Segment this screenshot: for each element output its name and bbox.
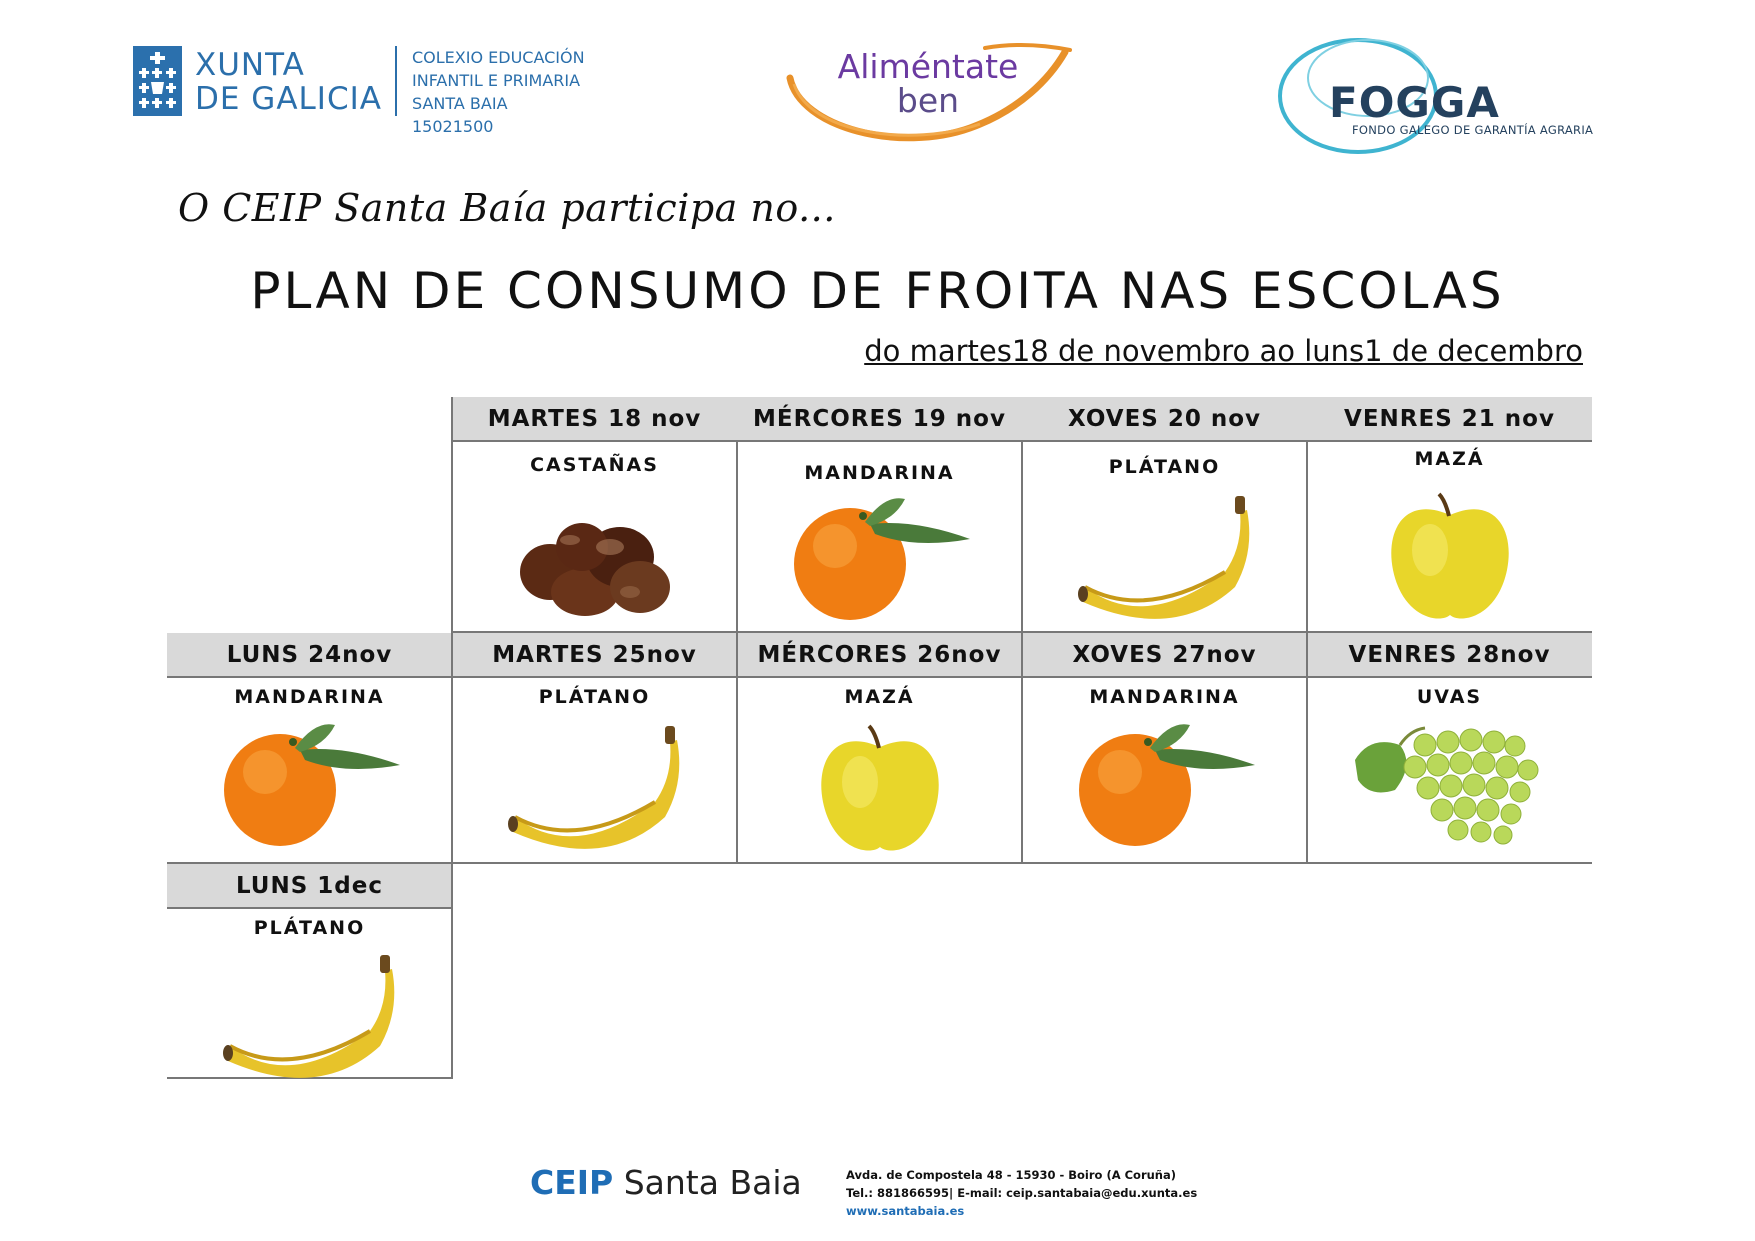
date-range: do martes18 de novembro ao luns1 de decembro [864, 334, 1583, 368]
fruit-cell [167, 678, 452, 864]
day-header: MARTES 18 nov [452, 397, 737, 442]
fruit-cell [1307, 442, 1592, 633]
fruit-cell [1307, 678, 1592, 864]
day-header: MÉRCORES 19 nov [737, 397, 1022, 442]
fruit-name: PLÁTANO [1108, 456, 1221, 478]
xunta-logo [133, 46, 633, 136]
school-address: Avda. de Compostela 48 - 15930 - Boiro (A Coruña) Tel.: 881866595| E-mail: ceip.santabaia@edu.xunta.es www.santabaia.es [846, 1168, 1198, 1218]
fogga-subtitle: FONDO GALEGO DE GARANTÍA AGRARIA [1352, 123, 1594, 137]
school-name: COLEXIO EDUCACIÓN INFANTIL E PRIMARIA SANTA BAIA 15021500 [412, 48, 585, 136]
grid-line [1021, 442, 1023, 864]
fruit-name: CASTAÑAS [530, 454, 659, 476]
fruit-name: MANDARINA [1089, 686, 1240, 708]
xunta-shield-icon [133, 46, 182, 116]
day-header: MARTES 25nov [452, 633, 737, 678]
banana-image [220, 951, 400, 1081]
grapes-image [1350, 720, 1550, 855]
mandarin-image [215, 720, 405, 850]
fruit-name: UVAS [1416, 686, 1483, 708]
mandarin-image [785, 494, 975, 624]
xunta-divider [395, 46, 397, 116]
fruit-cell [452, 442, 737, 633]
fruit-cell [167, 909, 452, 1079]
fogga-logo [1268, 28, 1623, 158]
mandarin-image [1070, 720, 1260, 850]
grid-line [451, 864, 453, 1079]
fruit-cell [737, 442, 1022, 633]
day-header: LUNS 24nov [167, 633, 452, 678]
day-header: XOVES 20 nov [1022, 397, 1307, 442]
fruit-name: MAZÁ [844, 686, 915, 708]
ceip-logo: CEIP Santa Baia [530, 1163, 802, 1202]
apple-image [815, 722, 945, 857]
fruit-name: MANDARINA [804, 462, 955, 484]
fruit-name: PLÁTANO [253, 917, 366, 939]
fruit-cell [1022, 442, 1307, 633]
grid-line [736, 442, 738, 864]
fruit-cell [452, 678, 737, 864]
chestnuts-image [510, 492, 680, 622]
xunta-name: XUNTA DE GALICIA [195, 47, 382, 117]
fruit-name: MANDARINA [234, 686, 385, 708]
grid-line [1306, 442, 1308, 864]
banana-image [505, 722, 685, 852]
fruit-name: PLÁTANO [538, 686, 651, 708]
day-header: LUNS 1dec [167, 864, 452, 909]
day-header: XOVES 27nov [1022, 633, 1307, 678]
website-link[interactable]: www.santabaia.es [846, 1204, 965, 1218]
fruit-cell [1022, 678, 1307, 864]
banana-image [1075, 492, 1255, 622]
page-title: PLAN DE CONSUMO DE FROITA NAS ESCOLAS [250, 262, 1505, 320]
fruit-cell [737, 678, 1022, 864]
day-header: MÉRCORES 26nov [737, 633, 1022, 678]
fruit-name: MAZÁ [1414, 448, 1485, 470]
apple-image [1385, 490, 1515, 625]
grid-line [451, 397, 453, 864]
alimentate-ben-text: Aliméntate ben [837, 47, 1019, 120]
day-header: VENRES 28nov [1307, 633, 1592, 678]
alimentate-ben-logo [780, 38, 1080, 150]
fogga-name: FOGGA [1329, 78, 1500, 127]
intro-text: O CEIP Santa Baía participa no... [178, 186, 836, 230]
day-header: VENRES 21 nov [1307, 397, 1592, 442]
